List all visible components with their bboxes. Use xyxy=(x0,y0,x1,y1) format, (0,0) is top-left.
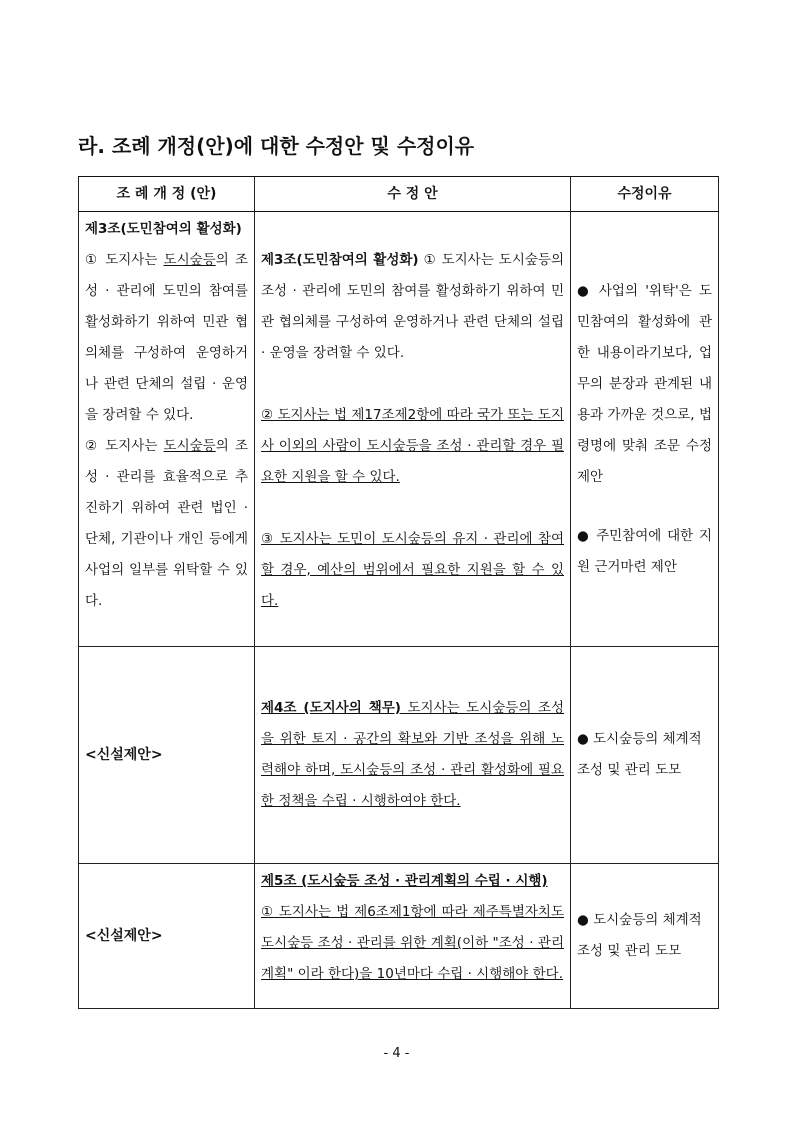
row3-reason-cell xyxy=(571,864,719,1009)
table-header-row xyxy=(79,177,719,212)
header-revision: 수 정 안 xyxy=(255,177,571,212)
page-number: - 4 - xyxy=(383,1046,410,1061)
table-row xyxy=(79,212,719,647)
reason-bullet-2: ● 주민참여에 대한 지원 근거마련 제안 xyxy=(577,528,712,575)
new-proposal-label: <신설제안> xyxy=(85,927,163,944)
amendment-table xyxy=(78,176,719,1009)
article3-para1: ① 도지사는 도시숲등의 조성 · 관리에 도민의 참여를 활성화하기 위하여 민관 협의체를 구성하여 운영하거나 관련 단체의 설립 · 운영을 장려할 수 있다. xyxy=(85,252,248,423)
header-original: 조 례 개 정 (안) xyxy=(79,177,255,212)
section-heading: 라. 조례 개정(안)에 대한 수정안 및 수정이유 xyxy=(78,134,475,158)
revision-article3-para1: 제3조(도민참여의 활성화) ① 도지사는 도시숲등의 조성 · 관리에 도민의 참여를 활성화하기 위하여 민관 협의체를 구성하여 운영하거나 관련 단체의 설립 · 운영을 장려할 수 있다. xyxy=(261,252,564,361)
revision-article5-para1: ① 도지사는 법 제6조제1항에 따라 제주특별자치도 도시숲등 조성 · 관리를 위한 계획(이하 "조성 · 관리계획" 이라 한다)을 10년마다 수립 · 시행해야 한다. xyxy=(261,904,564,982)
header-reason: 수정이유 xyxy=(571,177,719,212)
row3-revision-cell xyxy=(255,864,571,1009)
row1-reason-cell xyxy=(571,212,719,647)
article3-title: 제3조(도민참여의 활성화) xyxy=(85,221,242,237)
row1-revision-cell xyxy=(255,212,571,647)
row3-original-cell xyxy=(79,864,255,1009)
table-row xyxy=(79,864,719,1009)
reason-bullet-1: ● 사업의 '위탁'은 도민참여의 활성화에 관한 내용이라기보다, 업무의 분장과 관계된 내용과 가까운 것으로, 법령명에 맞춰 조문 수정 제안 xyxy=(577,283,712,485)
revision-article3-para2: ② 도지사는 법 제17조제2항에 따라 국가 또는 도지사 이외의 사람이 도시숲등을 조성 · 관리할 경우 필요한 지원을 할 수 있다. xyxy=(261,407,564,485)
revision-article3-para3: ③ 도지사는 도민이 도시숲등의 유지 · 관리에 참여할 경우, 예산의 범위에서 필요한 지원을 할 수 있다. xyxy=(261,531,564,609)
row2-revision-cell xyxy=(255,647,571,864)
row1-original-cell xyxy=(79,212,255,647)
revision-article5-title: 제5조 (도시숲등 조성 · 관리계획의 수립 · 시행) xyxy=(261,873,548,889)
table-row xyxy=(79,647,719,864)
row2-original-cell xyxy=(79,647,255,864)
article3-para2: ② 도지사는 도시숲등의 조성 · 관리를 효율적으로 추진하기 위하여 관련 법인 · 단체, 기관이나 개인 등에게 사업의 일부를 위탁할 수 있다. xyxy=(85,438,248,609)
revision-article4: 제4조 (도지사의 책무) 도지사는 도시숲등의 조성을 위한 토지 · 공간의 확보와 기반 조성을 위해 노력해야 하며, 도시숲등의 조성 · 관리 활성화에 필요한 정책을 수립 · 시행하여야 한다. xyxy=(261,700,564,809)
reason-bullet: ● 도시숲등의 체계적 조성 및 관리 도모 xyxy=(577,912,702,959)
row2-reason-cell xyxy=(571,647,719,864)
new-proposal-label: <신설제안> xyxy=(85,746,163,763)
reason-bullet: ● 도시숲등의 체계적 조성 및 관리 도모 xyxy=(577,731,702,778)
